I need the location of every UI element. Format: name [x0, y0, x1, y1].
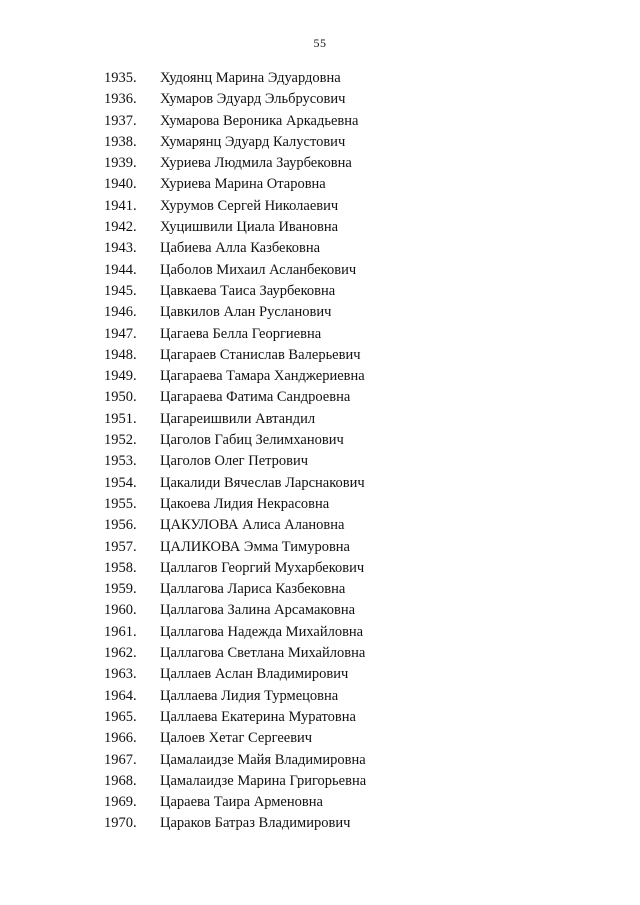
list-item — [0, 771, 640, 792]
entry-name: Цакоева Лидия Некрасовна — [160, 495, 330, 512]
list-item — [0, 792, 640, 813]
list-item — [0, 409, 640, 430]
list-item — [0, 664, 640, 685]
entry-number: 1945. — [104, 282, 137, 299]
entry-name: Цаллагов Георгий Мухарбекович — [160, 559, 365, 576]
entry-name: Хуцишвили Циала Ивановна — [160, 219, 339, 236]
entry-number: 1941. — [104, 197, 137, 214]
list-item — [0, 196, 640, 217]
list-item — [0, 132, 640, 153]
entry-name: Цагаева Белла Георгиевна — [160, 325, 322, 342]
entry-number: 1948. — [104, 346, 137, 363]
list-item — [0, 260, 640, 281]
list-item — [0, 281, 640, 302]
list-item — [0, 153, 640, 174]
entry-number: 1944. — [104, 261, 137, 278]
entry-number: 1952. — [104, 432, 137, 449]
entry-name: Цамалаидзе Марина Григорьевна — [160, 772, 367, 789]
entry-name: Цамалаидзе Майя Владимировна — [160, 751, 366, 768]
name-list — [0, 68, 640, 835]
list-item — [0, 473, 640, 494]
entry-name: Цагареишвили Автандил — [160, 410, 316, 427]
entry-number: 1967. — [104, 751, 137, 768]
entry-name: Цагараева Фатима Сандроевна — [160, 389, 351, 406]
entry-number: 1938. — [104, 133, 137, 150]
entry-number: 1965. — [104, 708, 137, 725]
entry-number: 1954. — [104, 474, 137, 491]
entry-number: 1966. — [104, 730, 137, 747]
entry-name: Хумарова Вероника Аркадьевна — [160, 112, 359, 129]
entry-number: 1939. — [104, 155, 137, 172]
entry-number: 1969. — [104, 794, 137, 811]
entry-number: 1942. — [104, 219, 137, 236]
entry-name: Цагараев Станислав Валерьевич — [160, 346, 361, 363]
entry-number: 1951. — [104, 410, 137, 427]
list-item — [0, 515, 640, 536]
entry-name: Цагараева Тамара Ханджериевна — [160, 368, 365, 385]
list-item — [0, 707, 640, 728]
list-item — [0, 217, 640, 238]
entry-name: Хуриева Марина Отаровна — [160, 176, 326, 193]
list-item — [0, 750, 640, 771]
list-item — [0, 345, 640, 366]
entry-name: Цараков Батраз Владимирович — [160, 815, 351, 832]
entry-name: Цаголов Габиц Зелимханович — [160, 432, 344, 449]
entry-name: Цараева Таира Арменовна — [160, 794, 323, 811]
list-item — [0, 430, 640, 451]
list-item — [0, 643, 640, 664]
entry-name: Цалоев Хетаг Сергеевич — [160, 730, 313, 747]
entry-name: Цавкаева Таиса Заурбековна — [160, 282, 336, 299]
entry-number: 1962. — [104, 645, 137, 662]
list-item — [0, 174, 640, 195]
entry-name: Цаллаева Екатерина Муратовна — [160, 708, 356, 725]
page-number: 55 — [313, 36, 327, 50]
entry-name: Цаллагова Светлана Михайловна — [160, 645, 366, 662]
entry-name: Цаллаев Аслан Владимирович — [160, 666, 349, 683]
entry-name: Цаллагова Лариса Казбековна — [160, 581, 346, 598]
entry-number: 1953. — [104, 453, 137, 470]
entry-name: Цабиева Алла Казбековна — [160, 240, 321, 257]
list-item — [0, 451, 640, 472]
entry-name: Цаллаева Лидия Турмецовна — [160, 687, 339, 704]
list-item — [0, 622, 640, 643]
entry-number: 1956. — [104, 517, 137, 534]
entry-name: Цаголов Олег Петрович — [160, 453, 309, 470]
entry-name: ЦАКУЛОВА Алиса Алановна — [160, 517, 345, 534]
entry-number: 1955. — [104, 495, 137, 512]
entry-number: 1957. — [104, 538, 137, 555]
list-item — [0, 494, 640, 515]
entry-number: 1961. — [104, 623, 137, 640]
list-item — [0, 89, 640, 110]
entry-name: Худоянц Марина Эдуардовна — [160, 70, 341, 86]
entry-number: 1963. — [104, 666, 137, 683]
entry-number: 1950. — [104, 389, 137, 406]
entry-number: 1960. — [104, 602, 137, 619]
entry-name: Хурумов Сергей Николаевич — [160, 197, 339, 214]
entry-number: 1970. — [104, 815, 137, 832]
list-item — [0, 600, 640, 621]
entry-name: Цавкилов Алан Русланович — [160, 304, 332, 321]
entry-number: 1949. — [104, 368, 137, 385]
entry-number: 1946. — [104, 304, 137, 321]
entry-name: ЦАЛИКОВА Эмма Тимуровна — [160, 538, 350, 555]
entry-name: Хумарянц Эдуард Калустович — [160, 133, 346, 150]
list-item — [0, 111, 640, 132]
entry-name: Цаллагова Залина Арсамаковна — [160, 602, 356, 619]
entry-name: Хуриева Людмила Заурбековна — [160, 155, 352, 172]
list-item — [0, 537, 640, 558]
list-item — [0, 302, 640, 323]
list-item — [0, 324, 640, 345]
entry-number: 1959. — [104, 581, 137, 598]
list-item — [0, 728, 640, 749]
entry-number: 1937. — [104, 112, 137, 129]
list-item — [0, 558, 640, 579]
entry-number: 1964. — [104, 687, 137, 704]
list-item — [0, 366, 640, 387]
entry-number: 1936. — [104, 91, 137, 108]
list-item — [0, 387, 640, 408]
entry-number: 1958. — [104, 559, 137, 576]
entry-number: 1947. — [104, 325, 137, 342]
entry-number: 1935. — [104, 70, 137, 86]
entry-number: 1943. — [104, 240, 137, 257]
entry-number: 1968. — [104, 772, 137, 789]
list-item — [0, 813, 640, 834]
list-item — [0, 686, 640, 707]
entry-name: Цаллагова Надежда Михайловна — [160, 623, 364, 640]
list-item — [0, 238, 640, 259]
entry-name: Хумаров Эдуард Эльбрусович — [160, 91, 346, 108]
list-item — [0, 579, 640, 600]
entry-number: 1940. — [104, 176, 137, 193]
entry-name: Цакалиди Вячеслав Ларснакович — [160, 474, 365, 491]
entry-name: Цаболов Михаил Асланбекович — [160, 261, 357, 278]
list-item — [0, 68, 640, 89]
